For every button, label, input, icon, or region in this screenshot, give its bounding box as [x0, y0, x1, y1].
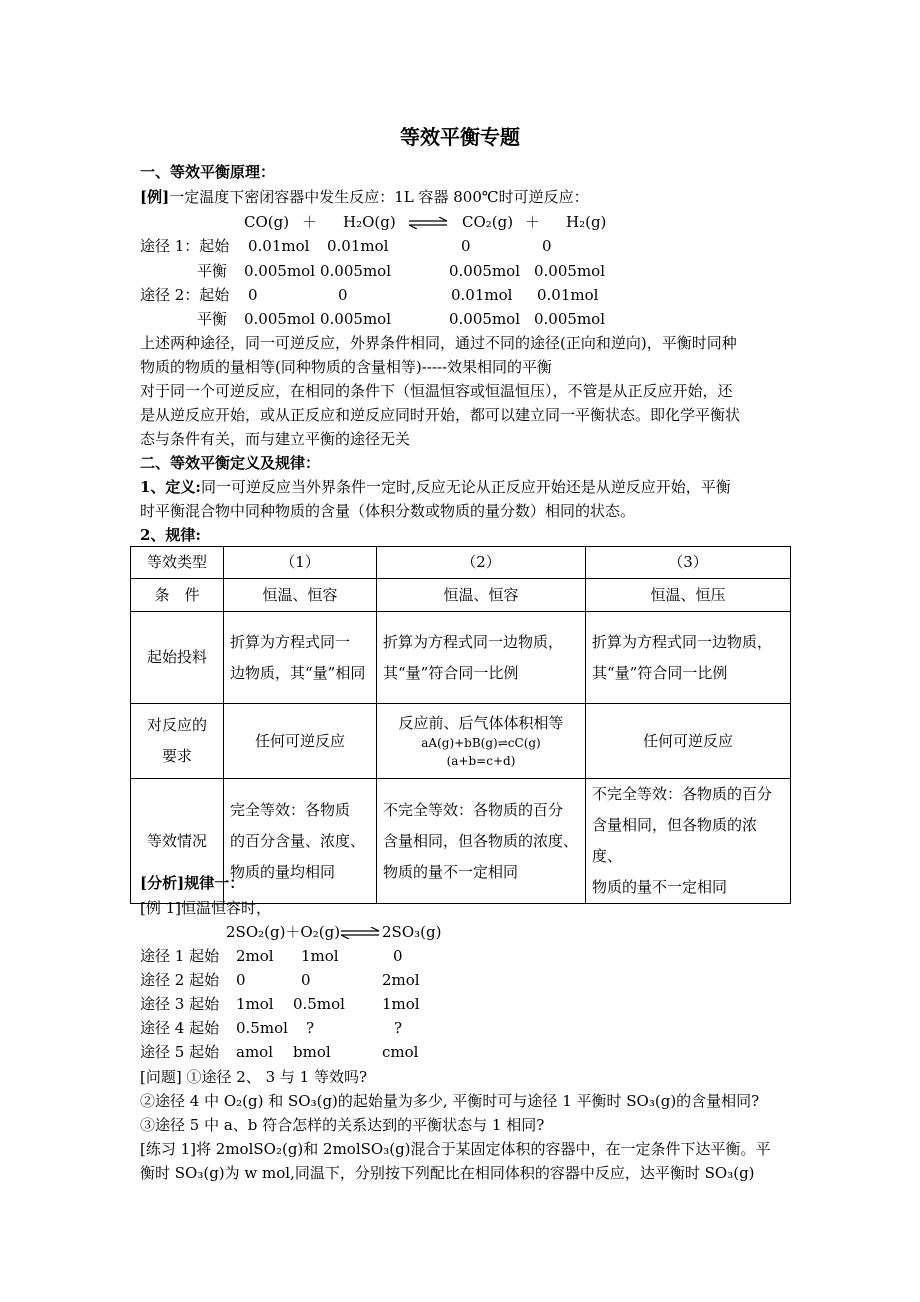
value: 0 [301, 971, 311, 989]
value: 0.5mol [236, 1019, 288, 1037]
table-cell: 任何可逆反应 [586, 704, 791, 779]
value: 0.005mol [449, 262, 520, 280]
paragraph-line: 态与条件有关，而与建立平衡的途径无关 [140, 430, 411, 448]
value: 0.01mol [537, 286, 599, 304]
paragraph-line: 上述两种途径，同一可逆反应，外界条件相同，通过不同的途径(正向和逆向)，平衡时同种 [140, 334, 737, 352]
value: bmol [293, 1043, 331, 1061]
table-row [131, 547, 791, 579]
example-1-intro: [例 1]恒温恒容时， [140, 899, 272, 917]
question-line: ③途径 5 中 a、b 符合怎样的关系达到的平衡状态与 1 相同? [140, 1116, 545, 1134]
analysis-heading: [分析]规律一： [140, 874, 245, 892]
pathway-1-eq-label: 平衡 [197, 262, 228, 280]
cell-line: 完全等效：各物质 [230, 800, 351, 819]
cell-line: 折算为方程式同一 [230, 632, 351, 651]
pathway-label: 途径 3 起始 [140, 995, 220, 1013]
value: 0 [248, 286, 258, 304]
definition-line: 时平衡混合物中同种物质的含量（体积分数或物质的量分数）相同的状态。 [140, 502, 636, 520]
plus-sign: ＋ [525, 213, 541, 231]
cell-line: 要求 [161, 747, 192, 765]
value: ? [306, 1019, 315, 1037]
rules-label: 2、规律: [140, 526, 201, 544]
value: 2mol [236, 947, 274, 965]
pathway-label: 途径 1 起始 [140, 947, 220, 965]
cell-line: 其“量”符合同一比例 [592, 663, 728, 682]
section-1-heading: 一、等效平衡原理： [140, 163, 276, 181]
example-tag: [例] [140, 188, 170, 206]
table-cell: 等效类型 [131, 547, 224, 579]
page-title: 等效平衡专题 [400, 125, 520, 149]
cell-line: 折算为方程式同一边物质， [383, 632, 564, 651]
pathway-2-eq-label: 平衡 [197, 310, 228, 328]
pathway-2-start-label: 途径 2：起始 [140, 286, 230, 304]
table-cell: 恒温、恒容 [224, 579, 377, 612]
equilibrium-arrow-icon [340, 922, 380, 942]
table-cell: （2） [377, 547, 586, 579]
table-cell: 等效情况 [131, 779, 224, 904]
cell-line: 不完全等效：各物质的百分 [592, 785, 773, 803]
paragraph-line: 物质的物质的量相等(同种物质的含量相等)-----效果相同的平衡 [140, 358, 553, 376]
table-row [131, 612, 791, 704]
definition-text: 同一可逆反应当外界条件一定时,反应无论从正反应开始还是从逆反应开始，平衡 [200, 478, 731, 496]
value: 1mol [301, 947, 339, 965]
table-cell: 任何可逆反应 [224, 704, 377, 779]
table-cell: （3） [586, 547, 791, 579]
value: 0.01mol [327, 237, 389, 255]
cell-line: 含量相同，但各物质的浓度、 [383, 831, 579, 850]
value: amol [236, 1043, 273, 1061]
pathway-label: 途径 4 起始 [140, 1019, 220, 1037]
cell-line: 含量相同，但各物质的浓度、 [592, 816, 758, 865]
example-text: 一定温度下密闭容器中发生反应：1L 容器 800℃时可逆反应： [169, 188, 589, 206]
product-co2: CO₂(g) [462, 213, 514, 231]
cell-line: 不完全等效：各物质的百分 [383, 800, 564, 819]
table-cell [377, 612, 586, 704]
cell-line: 物质的量不一定相同 [383, 862, 519, 881]
value: 0.005mol [534, 310, 605, 328]
definition-label: 1、定义: [140, 478, 201, 496]
value: ? [394, 1019, 403, 1037]
table-row [131, 704, 791, 779]
so2-equation-rhs: 2SO₃(g) [382, 923, 442, 941]
question-tag: [问题] [140, 1068, 182, 1086]
cell-line: 对反应的 [146, 716, 207, 734]
condition-note: (a+b=c+d) [446, 754, 516, 768]
value: 2mol [382, 971, 420, 989]
table-cell [224, 612, 377, 704]
table-cell [224, 779, 377, 904]
table-cell [586, 779, 791, 904]
table-cell [131, 704, 224, 779]
value: 0.005mol [534, 262, 605, 280]
table-cell: 起始投料 [131, 612, 224, 704]
value: 0.005mol [449, 310, 520, 328]
cell-line: 物质的量不一定相同 [592, 878, 728, 896]
cell-line: 边物质，其“量”相同 [230, 663, 366, 682]
value: 0.005mol [244, 310, 315, 328]
pathway-label: 途径 5 起始 [140, 1043, 220, 1061]
table-row [131, 579, 791, 612]
definition-line [140, 477, 731, 497]
product-h2: H₂(g) [566, 213, 607, 231]
reactant-co: CO(g) [244, 213, 290, 231]
value: 0.5mol [293, 995, 345, 1013]
so2-equation-lhs: 2SO₂(g)＋O₂(g) [226, 923, 341, 941]
paragraph-line: 对于同一个可逆反应，在相同的条件下（恒温恒容或恒温恒压），不管是从正反应开始，还 [140, 382, 733, 400]
pathway-1-start-label: 途径 1：起始 [140, 237, 230, 255]
value: 0.01mol [451, 286, 513, 304]
practice-line: [练习 1]将 2molSO₂(g)和 2molSO₃(g)混合于某固定体积的容器中，在一定条件下达平衡。平 [140, 1140, 771, 1158]
table-cell [586, 612, 791, 704]
rules-table [130, 546, 791, 904]
plus-sign: ＋ [302, 213, 318, 231]
section-2-heading: 二、等效平衡定义及规律： [140, 454, 321, 472]
value: 0 [338, 286, 348, 304]
value: 0.01mol [248, 237, 310, 255]
value: 0 [236, 971, 246, 989]
table-cell: 条 件 [131, 579, 224, 612]
value: 1mol [382, 995, 420, 1013]
table-cell [377, 779, 586, 904]
value: 0 [461, 237, 471, 255]
value: 0.005mol [320, 310, 391, 328]
value: 1mol [236, 995, 274, 1013]
table-cell: （1） [224, 547, 377, 579]
paragraph-line: 是从逆反应开始，或从正反应和逆反应同时开始，都可以建立同一平衡状态。即化学平衡状 [140, 406, 741, 424]
value: 0.005mol [320, 262, 391, 280]
question-text: ①途径 2、 3 与 1 等效吗? [186, 1068, 368, 1086]
value: cmol [382, 1043, 419, 1061]
value: 0 [393, 947, 403, 965]
question-line: ②途径 4 中 O₂(g) 和 SO₃(g)的起始量为多少, 平衡时可与途径 1 平衡时 SO₃(g)的含量相同? [140, 1092, 760, 1110]
question-line [140, 1067, 367, 1087]
table-cell [377, 704, 586, 779]
practice-line: 衡时 SO₃(g)为 w mol,同温下，分别按下列配比在相同体积的容器中反应，达平衡时 SO₃(g) [140, 1164, 755, 1182]
cell-line: 折算为方程式同一边物质， [592, 632, 773, 651]
pathway-label: 途径 2 起始 [140, 971, 220, 989]
value: 0.005mol [244, 262, 315, 280]
reactant-h2o: H₂O(g) [343, 213, 396, 231]
value: 0 [542, 237, 552, 255]
cell-line: 反应前、后气体体积相等 [398, 714, 564, 732]
cell-line: 物质的量均相同 [230, 862, 336, 881]
example-intro [140, 187, 589, 207]
table-cell: 恒温、恒容 [377, 579, 586, 612]
table-cell: 恒温、恒压 [586, 579, 791, 612]
equilibrium-arrow-icon [408, 212, 448, 232]
reaction-equation: aA(g)+bB(g)⇌cC(g) [421, 736, 541, 750]
cell-line: 的百分含量、浓度、 [230, 831, 366, 850]
cell-line: 其“量”符合同一比例 [383, 663, 519, 682]
